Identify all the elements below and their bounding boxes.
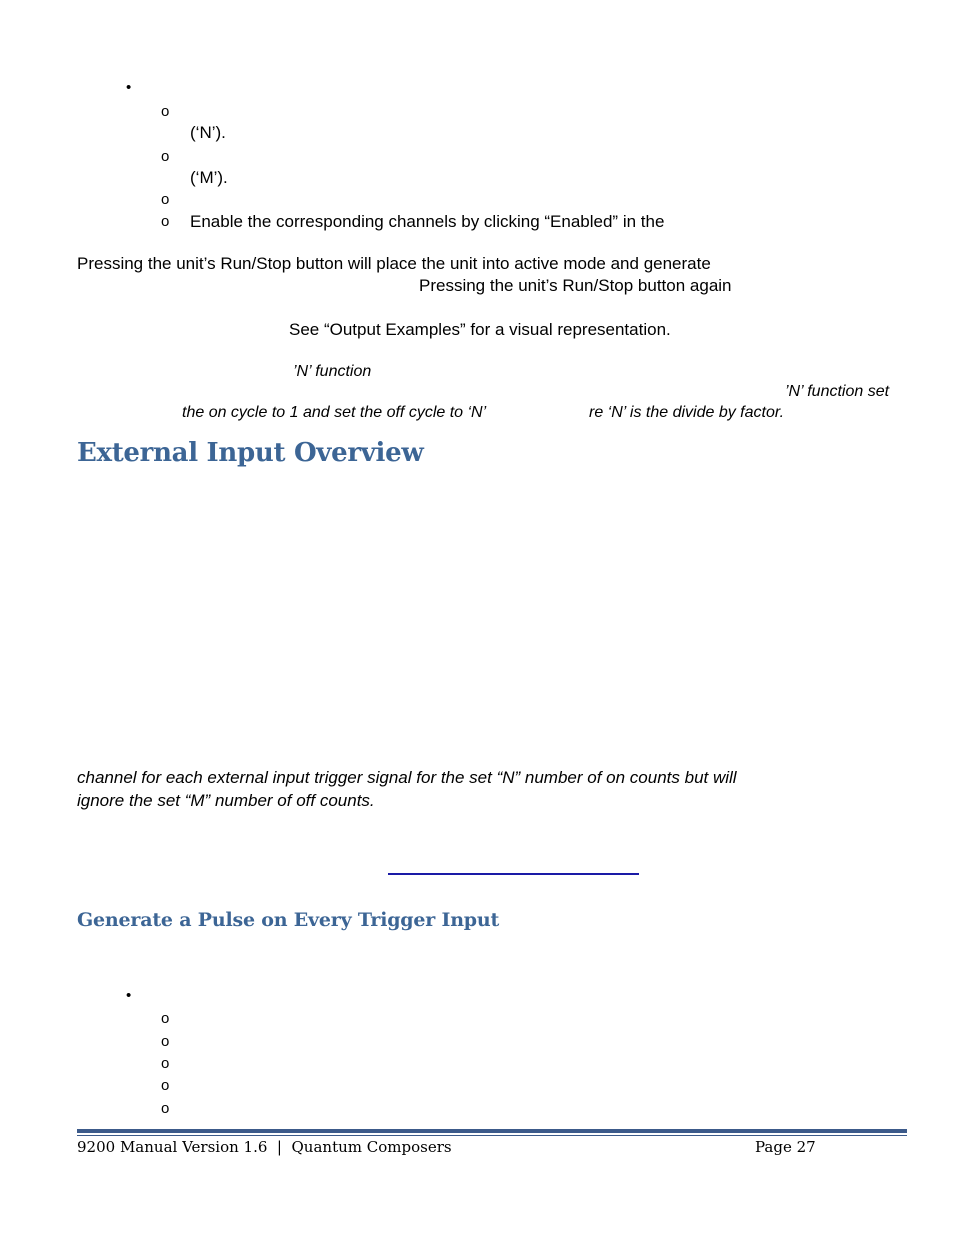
paragraph-line: Pressing the unit’s Run/Stop button again	[419, 276, 732, 295]
note-line: the on cycle to 1 and set the off cycle to ‘N’	[182, 404, 487, 421]
sub-bullet-marker: o	[161, 1055, 170, 1072]
hyperlink[interactable]	[388, 873, 639, 875]
sub-bullet-marker: o	[161, 213, 170, 230]
footer-rule-thin	[77, 1135, 907, 1136]
see-examples-text: See “Output Examples” for a visual representation.	[289, 320, 671, 339]
note-line: re ‘N’ is the divide by factor.	[589, 404, 785, 421]
note-line: ’N’ function set	[785, 383, 890, 400]
bullet-marker: •	[126, 79, 132, 96]
list-item-n: (‘N’).	[190, 123, 226, 142]
sub-bullet-marker: o	[161, 1010, 170, 1027]
sub-bullet-marker: o	[161, 148, 170, 165]
subsection-heading: Generate a Pulse on Every Trigger Input	[77, 909, 500, 931]
italic-paragraph-line: channel for each external input trigger signal for the set “N” number of on counts but will	[77, 768, 737, 787]
footer-rule	[77, 1129, 907, 1133]
list-item-m: (‘M’).	[190, 168, 228, 187]
sub-bullet-marker: o	[161, 1100, 170, 1117]
sub-bullet-marker: o	[161, 1077, 170, 1094]
sub-bullet-marker: o	[161, 191, 170, 208]
footer-left: 9200 Manual Version 1.6 | Quantum Composers	[77, 1138, 452, 1156]
section-heading: External Input Overview	[77, 438, 424, 468]
sub-bullet-marker: o	[161, 1033, 170, 1050]
bullet-marker: •	[126, 987, 132, 1004]
list-item-enable: Enable the corresponding channels by clicking “Enabled” in the	[190, 212, 665, 231]
page-number: Page 27	[755, 1138, 816, 1156]
italic-paragraph-line: ignore the set “M” number of off counts.	[77, 791, 375, 810]
paragraph-line: Pressing the unit’s Run/Stop button will place the unit into active mode and generate	[77, 254, 711, 273]
note-line: ’N’ function	[293, 363, 372, 380]
sub-bullet-marker: o	[161, 103, 170, 120]
